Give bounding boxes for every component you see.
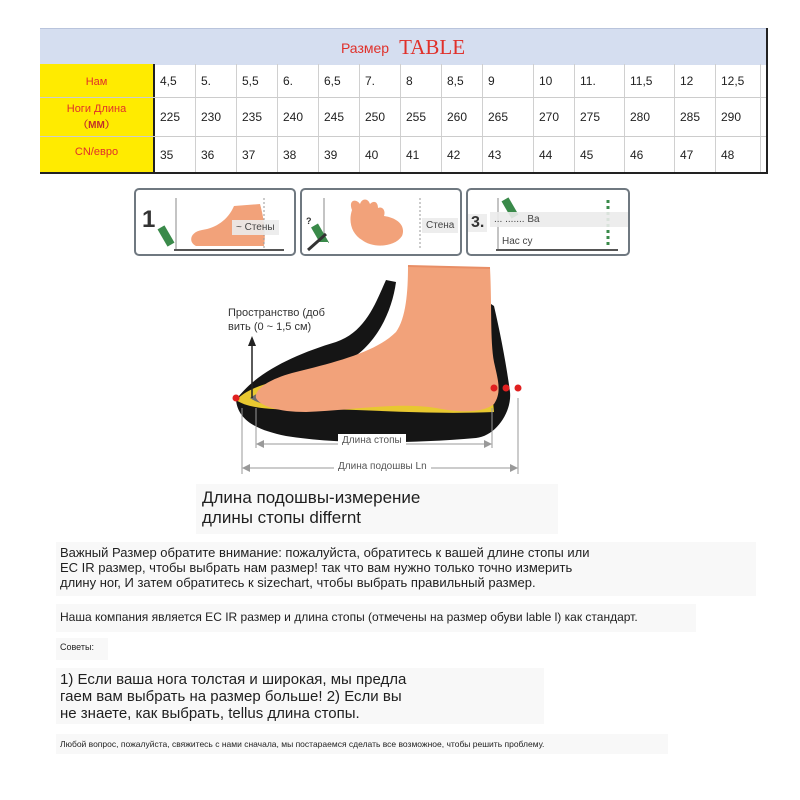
table-title: TABLE — [399, 35, 466, 59]
foot-length-cell: 225 — [155, 98, 196, 136]
foot-length-cell: 270 — [534, 98, 575, 136]
headline-block — [196, 484, 558, 534]
row-label-us — [40, 64, 155, 97]
us-size-cell: 10 — [534, 64, 575, 97]
headline-line-1: Длина подошвы-измерение — [202, 488, 421, 507]
step-1-wall-label: ~ Стены — [232, 220, 279, 235]
important-line-2: EC IR размер, чтобы выбрать нам размер! так что вам нужно только точно измерить — [60, 560, 573, 575]
size-table — [40, 28, 768, 174]
cn-eu-size-cell: 35 — [155, 137, 196, 172]
foot-length-cells — [155, 98, 766, 136]
foot-length-cell: 230 — [196, 98, 237, 136]
sole-length-diagram-label: Длина подошвы Ln — [334, 460, 431, 473]
us-size-cell: 12,5 — [716, 64, 761, 97]
foot-length-cell: 265 — [483, 98, 534, 136]
contact-note-text: Любой вопрос, пожалуйста, свяжитесь с нами сначала, мы постараемся сделать все возможное, чтобы решить проблему. — [60, 739, 545, 749]
step-2-number: ? — [306, 216, 312, 226]
step-3-panel — [466, 188, 630, 256]
step-2-panel — [300, 188, 462, 256]
cn-eu-size-cell: 44 — [534, 137, 575, 172]
us-size-cell: 8,5 — [442, 64, 483, 97]
foot-length-row — [40, 98, 766, 137]
us-size-cell: 6. — [278, 64, 319, 97]
cn-eu-size-cell: 47 — [675, 137, 716, 172]
foot-length-cell: 260 — [442, 98, 483, 136]
tip-line-3: не знаете, как выбрать, tellus длина стопы. — [60, 705, 360, 722]
step-3-label-b: Нас су — [502, 236, 533, 247]
cn-eu-size-cells — [155, 137, 766, 172]
table-title-word: Размер — [340, 40, 390, 56]
contact-note — [56, 734, 668, 754]
important-line-3: длину ног, И затем обратитесь к sizechart, чтобы выбрать правильный размер. — [60, 575, 536, 590]
foot-length-cell: 280 — [625, 98, 675, 136]
foot-length-cell: 285 — [675, 98, 716, 136]
company-note — [56, 604, 696, 632]
us-size-row — [40, 64, 766, 98]
foot-length-cell: 235 — [237, 98, 278, 136]
foot-measurement-diagram — [226, 262, 536, 484]
cn-eu-size-cell: 37 — [237, 137, 278, 172]
cn-eu-size-cell: 41 — [401, 137, 442, 172]
us-size-cell: 5,5 — [237, 64, 278, 97]
space-label-line-2: вить (0 ~ 1,5 см) — [228, 321, 312, 333]
cn-eu-size-cell: 48 — [716, 137, 761, 172]
cn-eu-size-cell: 45 — [575, 137, 625, 172]
cn-eu-size-cell: 40 — [360, 137, 401, 172]
us-size-cells — [155, 64, 766, 97]
row-label-cn-eu — [40, 137, 155, 172]
tip-line-2: гаем вам выбрать на размер больше! 2) Если вы — [60, 688, 402, 705]
tip-line-1: 1) Если ваша нога толстая и широкая, мы предла — [60, 671, 407, 688]
foot-length-label: Ноги Длина — [66, 103, 127, 115]
headline-line-2: длины стопы differnt — [202, 508, 362, 527]
us-label: Нам — [85, 76, 108, 88]
cn-eu-size-cell: 42 — [442, 137, 483, 172]
cn-eu-size-cell: 38 — [278, 137, 319, 172]
us-size-cell: 9 — [483, 64, 534, 97]
cn-eu-label: CN/евро — [74, 146, 119, 158]
step-3-label-a: ... ....... Ва — [490, 212, 628, 227]
cn-eu-size-cell: 36 — [196, 137, 237, 172]
us-size-cell: 6,5 — [319, 64, 360, 97]
tips-label: Советы: — [60, 642, 94, 652]
cn-eu-size-cell: 39 — [319, 137, 360, 172]
foot-length-diagram-label: Длина стопы — [338, 434, 406, 447]
space-label — [224, 304, 329, 336]
foot-length-cell: 255 — [401, 98, 442, 136]
us-size-cell: 11,5 — [625, 64, 675, 97]
company-note-text: Наша компания является EC IR размер и длина стопы (отмечены на размер обуви lable l) как стандарт. — [60, 610, 638, 624]
cn-eu-size-cell: 46 — [625, 137, 675, 172]
us-size-cell: 4,5 — [155, 64, 196, 97]
us-size-cell: 8 — [401, 64, 442, 97]
important-note-block — [56, 542, 756, 596]
foot-length-unit-label: （ММ） — [78, 120, 115, 131]
step-1-panel — [134, 188, 296, 256]
foot-length-cell: 290 — [716, 98, 761, 136]
row-label-foot-length — [40, 98, 155, 136]
foot-length-cell: 275 — [575, 98, 625, 136]
foot-length-cell: 240 — [278, 98, 319, 136]
cn-eu-size-cell: 43 — [483, 137, 534, 172]
us-size-cell: 7. — [360, 64, 401, 97]
tips-label-block — [56, 638, 108, 660]
space-label-line-1: Пространство (доб — [228, 307, 325, 319]
foot-length-cell: 245 — [319, 98, 360, 136]
tips-block — [56, 668, 544, 724]
us-size-cell: 12 — [675, 64, 716, 97]
table-header — [40, 28, 766, 65]
us-size-cell: 5. — [196, 64, 237, 97]
important-line-1: Важный Размер обратите внимание: пожалуйста, обратитесь к вашей длине стопы или — [60, 545, 590, 560]
cn-eu-size-row — [40, 137, 766, 174]
step-2-wall-label: Стена — [422, 218, 458, 233]
step-1-number: 1 — [142, 206, 156, 233]
us-size-cell: 11. — [575, 64, 625, 97]
foot-length-cell: 250 — [360, 98, 401, 136]
step-3-number: 3. — [468, 214, 487, 232]
